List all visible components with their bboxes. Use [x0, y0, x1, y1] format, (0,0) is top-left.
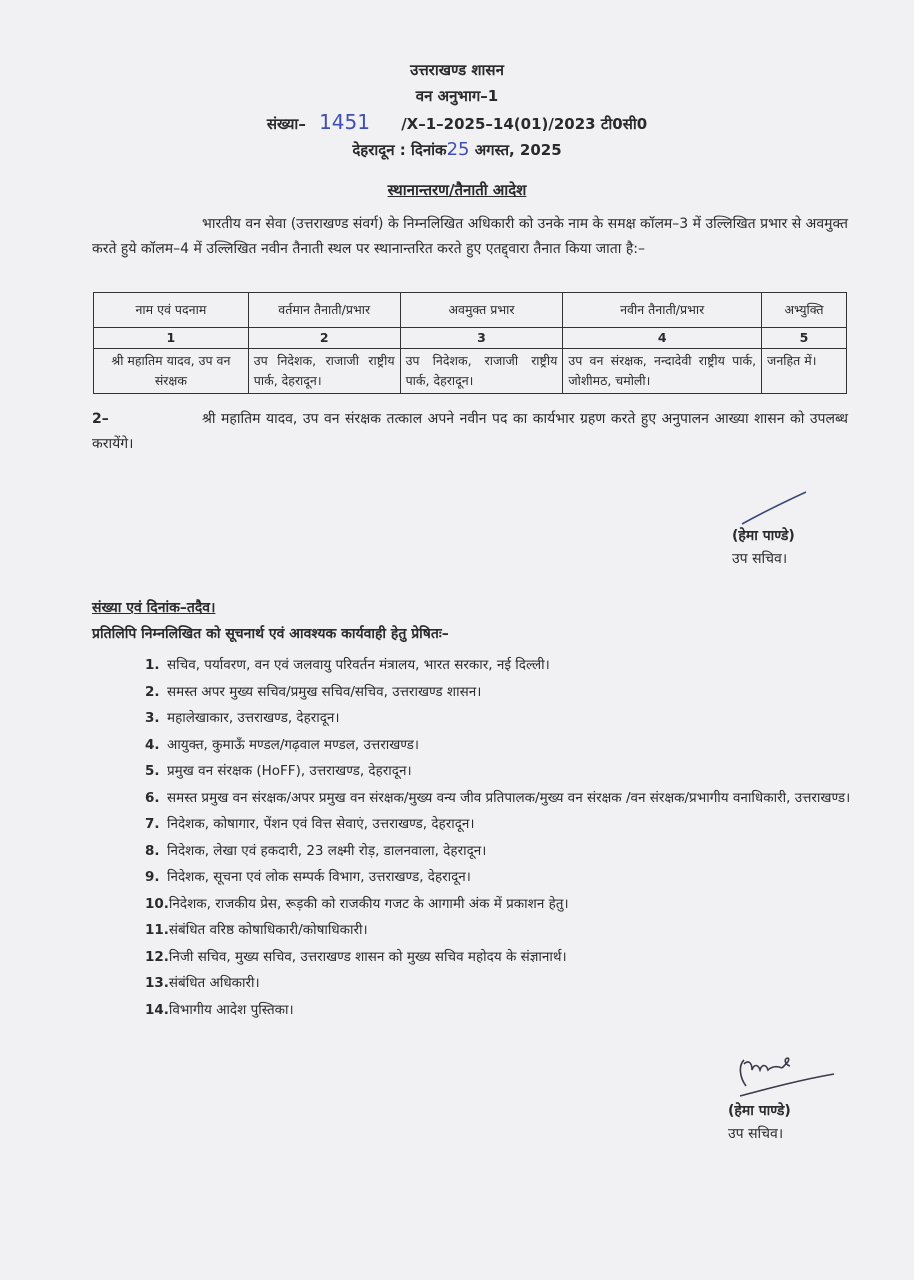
remarks-cell: जनहित में। [762, 349, 847, 394]
list-item: 10. निदेशक, राजकीय प्रेस, रूड़की को राजकीय गजट के आगामी अंक में प्रकाशन हेतु। [145, 895, 569, 912]
table-header-cell: अभ्युक्ति [762, 293, 847, 328]
list-item: 3. महालेखाकार, उत्तराखण्ड, देहरादून। [145, 710, 340, 726]
list-item: 1. सचिव, पर्यावरण, वन एवं जलवायु परिवर्तन मंत्रालय, भारत सरकार, नई दिल्ली। [145, 657, 550, 673]
paragraph-2-text: श्री महातिम यादव, उप वन संरक्षक तत्काल अपने नवीन पद का कार्यभार ग्रहण करते हुए अनुपालन आख्या शासन को उपलब्ध करायेंगे। [92, 411, 848, 452]
list-item: 6. समस्त प्रमुख वन संरक्षक/अपर प्रमुख वन संरक्षक/मुख्य वन्य जीव प्रतिपालक/मुख्य वन संरक्षक /वन संरक्षक/प्रभागीय वनाधिकारी, उत्तराखण्ड। [145, 789, 851, 806]
relieved-charge-cell: उप निदेशक, राजाजी राष्ट्रीय पार्क, देहरादून। [400, 349, 563, 394]
order-title: स्थानान्तरण/तैनाती आदेश [387, 181, 527, 199]
copy-intro: प्रतिलिपि निम्नलिखित को सूचनार्थ एवं आवश्यक कार्यवाही हेतु प्रेषितः– [92, 626, 449, 642]
signatory-name: (हेमा पाण्डे) [728, 1103, 791, 1119]
list-item: 4. आयुक्त, कुमाऊँ मण्डल/गढ़वाल मण्डल, उत्तराखण्ड। [145, 736, 420, 753]
signature-stroke-2 [730, 1052, 840, 1100]
column-number-cell: 2 [248, 328, 400, 349]
date-prefix: देहरादून : दिनांक [352, 141, 447, 159]
column-number-cell: 3 [400, 328, 563, 349]
intro-paragraph: भारतीय वन सेवा (उत्तराखण्ड संवर्ग) के निम्नलिखित अधिकारी को उनके नाम के समक्ष कॉलम–3 में उल्लिखित प्रभार से अवमुक्त करते हुये कॉलम–4 में उल्लिखित नवीन तैनाती स्थल पर स्थानान्तरित करते हुए एतद्द्वारा तैनात किया जाता है:– [92, 216, 848, 257]
table-column-number-row [94, 328, 847, 349]
list-item: 11. संबंधित वरिष्ठ कोषाधिकारी/कोषाधिकारी। [145, 922, 368, 938]
column-number-cell: 1 [94, 328, 249, 349]
table-header-cell: नवीन तैनाती/प्रभार [563, 293, 762, 328]
list-item: 13. संबंधित अधिकारी। [145, 975, 260, 991]
section-header: वन अनुभाग–1 [415, 87, 499, 105]
government-header: उत्तराखण्ड शासन [410, 61, 504, 79]
paragraph-2 [92, 407, 848, 457]
date-line [0, 139, 914, 160]
date-handwritten-day: 25 [446, 139, 470, 160]
current-posting-cell: उप निदेशक, राजाजी राष्ट्रीय पार्क, देहरादून। [248, 349, 400, 394]
list-item: 9. निदेशक, सूचना एवं लोक सम्पर्क विभाग, उत्तराखण्ड, देहरादून। [145, 869, 471, 885]
table-header-cell: नाम एवं पदनाम [94, 293, 249, 328]
copy-reference-line: संख्या एवं दिनांक–तदैव। [92, 600, 216, 616]
signatory-designation: उप सचिव। [732, 551, 788, 567]
list-item: 2. समस्त अपर मुख्य सचिव/प्रमुख सचिव/सचिव, उत्तराखण्ड शासन। [145, 683, 482, 700]
signatory-name: (हेमा पाण्डे) [732, 528, 795, 544]
ref-suffix: /X–1–2025–14(01)/2023 टी0सी0 [401, 115, 648, 133]
transfer-table [93, 292, 847, 394]
list-item: 12. निजी सचिव, मुख्य सचिव, उत्तराखण्ड शासन को मुख्य सचिव महोदय के संज्ञानार्थ। [145, 948, 567, 965]
signature-block-1 [732, 525, 795, 571]
list-item: 7. निदेशक, कोषागार, पेंशन एवं वित्त सेवाएं, उत्तराखण्ड, देहरादून। [145, 816, 475, 832]
list-item: 8. निदेशक, लेखा एवं हकदारी, 23 लक्ष्मी रोड़, डालनवाला, देहरादून। [145, 842, 487, 859]
ref-handwritten-number: 1451 [319, 110, 370, 134]
list-item: 5. प्रमुख वन संरक्षक (HoFF), उत्तराखण्ड, देहरादून। [145, 763, 412, 779]
table-header-cell: अवमुक्त प्रभार [400, 293, 563, 328]
signatory-designation: उप सचिव। [728, 1126, 784, 1142]
list-item: 14. विभागीय आदेश पुस्तिका। [145, 1001, 294, 1018]
signature-stroke-1 [740, 488, 810, 528]
column-number-cell: 4 [563, 328, 762, 349]
new-posting-cell: उप वन संरक्षक, नन्दादेवी राष्ट्रीय पार्क, जोशीमठ, चमोली। [563, 349, 762, 394]
recipient-list [145, 652, 855, 1023]
column-number-cell: 5 [762, 328, 847, 349]
ref-prefix: संख्या– [266, 115, 306, 133]
reference-number-line [0, 110, 914, 134]
date-suffix: अगस्त, 2025 [474, 141, 562, 159]
table-header-row [94, 293, 847, 328]
table-header-cell: वर्तमान तैनाती/प्रभार [248, 293, 400, 328]
officer-name-cell: श्री महातिम यादव, उप वन संरक्षक [94, 349, 249, 394]
paragraph-2-number: 2– [92, 411, 109, 427]
signature-block-2 [728, 1100, 791, 1146]
table-row [94, 349, 847, 394]
